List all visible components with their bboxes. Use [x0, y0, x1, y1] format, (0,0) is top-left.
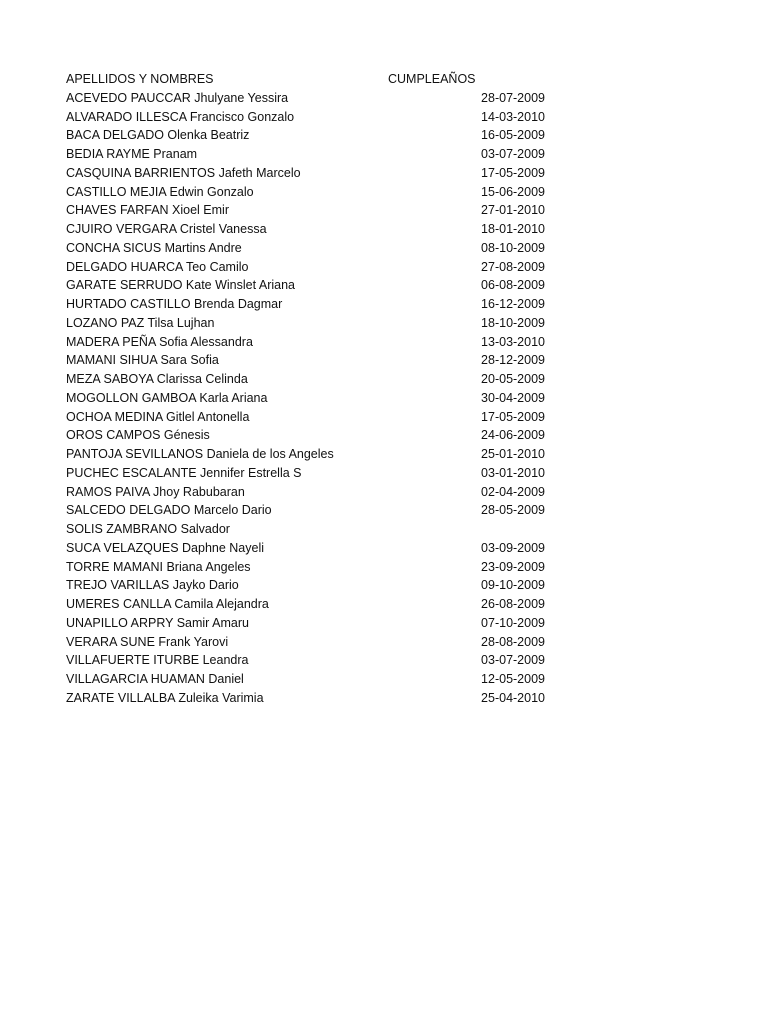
birthday-date: 13-03-2010: [481, 334, 545, 349]
list-item: [0, 145, 768, 164]
student-name: ALVARADO ILLESCA Francisco Gonzalo: [66, 109, 295, 124]
student-name: PUCHEC ESCALANTE Jennifer Estrella S: [66, 465, 302, 480]
list-item: [0, 426, 768, 445]
student-name: BEDIA RAYME Pranam: [66, 147, 198, 161]
student-name: RAMOS PAIVA Jhoy Rabubaran: [66, 484, 245, 499]
list-item: [0, 220, 768, 239]
birthday-date: 28-07-2009: [481, 90, 545, 105]
birthday-date: 06-08-2009: [481, 278, 545, 293]
list-item: [0, 89, 768, 108]
student-name: SOLIS ZAMBRANO Salvador: [66, 522, 230, 536]
birthday-date: 30-04-2009: [481, 390, 545, 405]
list-item: [0, 539, 768, 558]
list-item: [0, 520, 768, 539]
student-name: MAMANI SIHUA Sara Sofia: [66, 353, 219, 368]
header-row: [0, 70, 768, 89]
birthday-date: 25-01-2010: [481, 447, 545, 461]
list-item: [0, 239, 768, 258]
list-item: [0, 164, 768, 183]
list-item: [0, 689, 768, 708]
list-item: [0, 576, 768, 595]
list-item: [0, 276, 768, 295]
list-item: [0, 651, 768, 670]
list-item: [0, 445, 768, 464]
list-item: [0, 595, 768, 614]
birthday-date: 03-07-2009: [481, 653, 545, 668]
birthday-date: 07-10-2009: [481, 615, 545, 630]
student-name: OCHOA MEDINA Gitlel Antonella: [66, 409, 250, 424]
list-item: [0, 126, 768, 145]
birthday-date: 23-09-2009: [481, 559, 545, 574]
student-name: SALCEDO DELGADO Marcelo Dario: [66, 503, 272, 518]
birthday-date: 03-01-2010: [481, 465, 545, 480]
student-name: MOGOLLON GAMBOA Karla Ariana: [66, 390, 268, 405]
student-name: LOZANO PAZ Tilsa Lujhan: [66, 315, 215, 330]
birthday-date: 09-10-2009: [481, 578, 545, 593]
birthday-date: 08-10-2009: [481, 240, 545, 255]
student-name: ACEVEDO PAUCCAR Jhulyane Yessira: [66, 90, 289, 105]
birthday-date: 24-06-2009: [481, 428, 545, 443]
student-name: TORRE MAMANI Briana Angeles: [66, 559, 251, 574]
birthday-date: 20-05-2009: [481, 372, 545, 386]
birthday-date: 27-01-2010: [481, 203, 545, 218]
student-name: DELGADO HUARCA Teo Camilo: [66, 259, 249, 274]
list-item: [0, 108, 768, 127]
student-name: CJUIRO VERGARA Cristel Vanessa: [66, 222, 267, 236]
list-item: [0, 333, 768, 352]
student-name: OROS CAMPOS Génesis: [66, 428, 210, 443]
birthday-date: 17-05-2009: [481, 165, 545, 180]
student-name: GARATE SERRUDO Kate Winslet Ariana: [66, 278, 296, 293]
student-name: CONCHA SICUS Martins Andre: [66, 240, 242, 255]
list-item: [0, 670, 768, 689]
student-name: MADERA PEÑA Sofia Alessandra: [66, 334, 253, 349]
student-name: PANTOJA SEVILLANOS Daniela de los Angeles: [66, 447, 334, 461]
birthday-date: 28-05-2009: [481, 503, 545, 518]
student-name: ZARATE VILLALBA Zuleika Varimia: [66, 690, 264, 705]
birthday-date: 03-09-2009: [481, 540, 545, 555]
student-name: MEZA SABOYA Clarissa Celinda: [66, 372, 248, 386]
birthday-sheet: [0, 70, 768, 708]
student-list: [0, 89, 768, 708]
student-name: SUCA VELAZQUES Daphne Nayeli: [66, 540, 265, 555]
birthday-date: 16-05-2009: [481, 128, 545, 143]
birthday-date: 26-08-2009: [481, 597, 545, 611]
student-name: VERARA SUNE Frank Yarovi: [66, 634, 229, 649]
birthday-date: 25-04-2010: [481, 690, 545, 705]
list-item: [0, 558, 768, 577]
birthday-date: 12-05-2009: [481, 672, 545, 686]
birthday-date: 28-12-2009: [481, 353, 545, 368]
birthday-date: 18-01-2010: [481, 222, 545, 236]
student-name: CASTILLO MEJIA Edwin Gonzalo: [66, 184, 254, 199]
birthday-date: 18-10-2009: [481, 315, 545, 330]
list-item: [0, 389, 768, 408]
list-item: [0, 201, 768, 220]
birthday-date: 03-07-2009: [481, 147, 545, 161]
list-item: [0, 258, 768, 277]
birthday-date: 02-04-2009: [481, 484, 545, 499]
birthday-date: 28-08-2009: [481, 634, 545, 649]
birthday-date: 27-08-2009: [481, 259, 545, 274]
list-item: [0, 501, 768, 520]
student-name: VILLAFUERTE ITURBE Leandra: [66, 653, 249, 668]
header-birthday-label: CUMPLEAÑOS: [388, 72, 476, 86]
list-item: [0, 295, 768, 314]
birthday-date: 15-06-2009: [481, 184, 545, 199]
list-item: [0, 483, 768, 502]
birthday-date: 14-03-2010: [481, 109, 545, 124]
list-item: [0, 464, 768, 483]
student-name: CHAVES FARFAN Xioel Emir: [66, 203, 230, 218]
list-item: [0, 314, 768, 333]
list-item: [0, 351, 768, 370]
list-item: [0, 408, 768, 427]
list-item: [0, 183, 768, 202]
list-item: [0, 370, 768, 389]
student-name: HURTADO CASTILLO Brenda Dagmar: [66, 297, 283, 311]
header-names-label: APELLIDOS Y NOMBRES: [66, 72, 214, 86]
student-name: BACA DELGADO Olenka Beatriz: [66, 128, 250, 143]
student-name: TREJO VARILLAS Jayko Dario: [66, 578, 239, 593]
student-name: VILLAGARCIA HUAMAN Daniel: [66, 672, 244, 686]
birthday-date: 16-12-2009: [481, 297, 545, 311]
student-name: UNAPILLO ARPRY Samir Amaru: [66, 615, 249, 630]
student-name: CASQUINA BARRIENTOS Jafeth Marcelo: [66, 165, 301, 180]
student-name: UMERES CANLLA Camila Alejandra: [66, 597, 269, 611]
birthday-date: 17-05-2009: [481, 409, 545, 424]
list-item: [0, 614, 768, 633]
list-item: [0, 633, 768, 652]
